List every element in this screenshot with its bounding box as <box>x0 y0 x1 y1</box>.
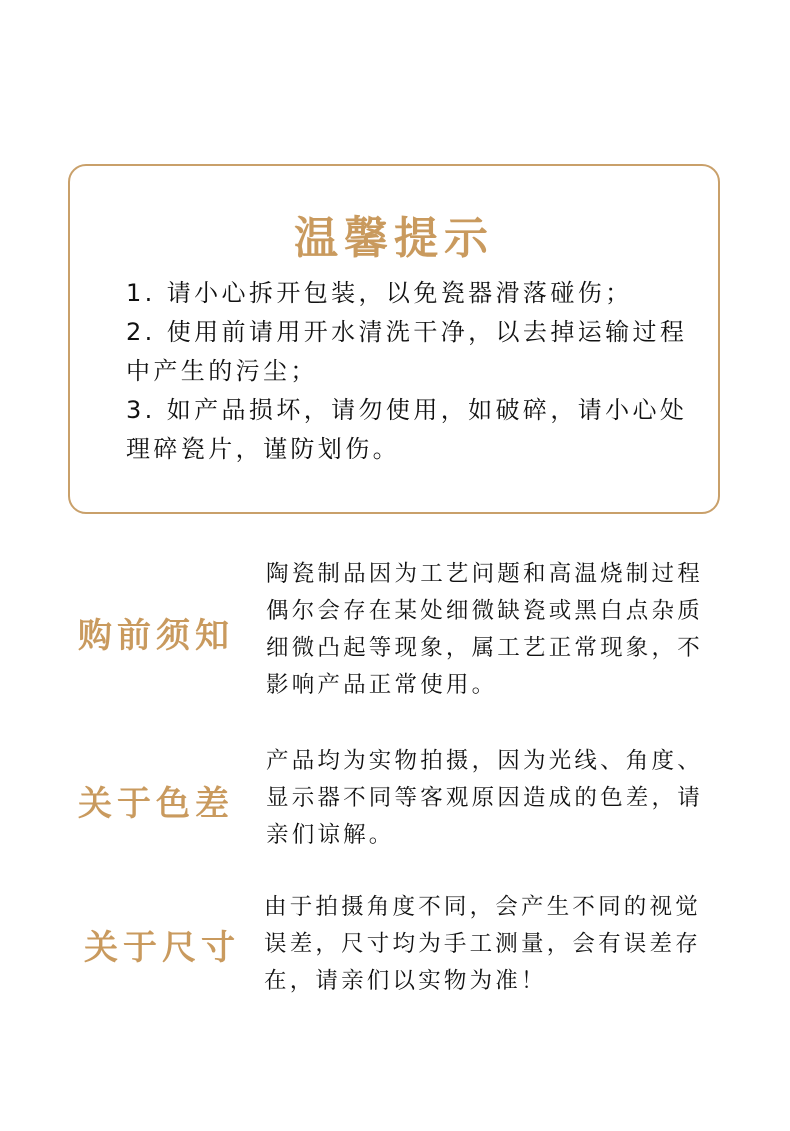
notice-item: 3. 如产品损坏，请勿使用，如破碎，请小心处理碎瓷片，谨防划伤。 <box>126 396 688 463</box>
section-text: 由于拍摄角度不同，会产生不同的视觉误差，尺寸均为手工测量，会有误差存在，请亲们以实物为准！ <box>264 894 701 994</box>
notice-box <box>68 164 720 514</box>
notice-list <box>126 274 706 469</box>
section-label: 关于尺寸 <box>84 928 240 968</box>
notice-item: 1. 请小心拆开包装，以免瓷器滑落碰伤； <box>126 279 633 307</box>
notice-title: 温馨提示 <box>294 213 494 264</box>
section-text: 陶瓷制品因为工艺问题和高温烧制过程偶尔会存在某处细微缺瓷或黑白点杂质细微凸起等现象，属工艺正常现象，不影响产品正常使用。 <box>266 561 703 698</box>
section-label: 购前须知 <box>78 616 234 656</box>
section-label: 关于色差 <box>78 784 234 824</box>
notice-item: 2. 使用前请用开水清洗干净，以去掉运输过程中产生的污尘； <box>126 318 688 385</box>
section-text: 产品均为实物拍摄，因为光线、角度、显示器不同等客观原因造成的色差，请亲们谅解。 <box>266 748 703 848</box>
